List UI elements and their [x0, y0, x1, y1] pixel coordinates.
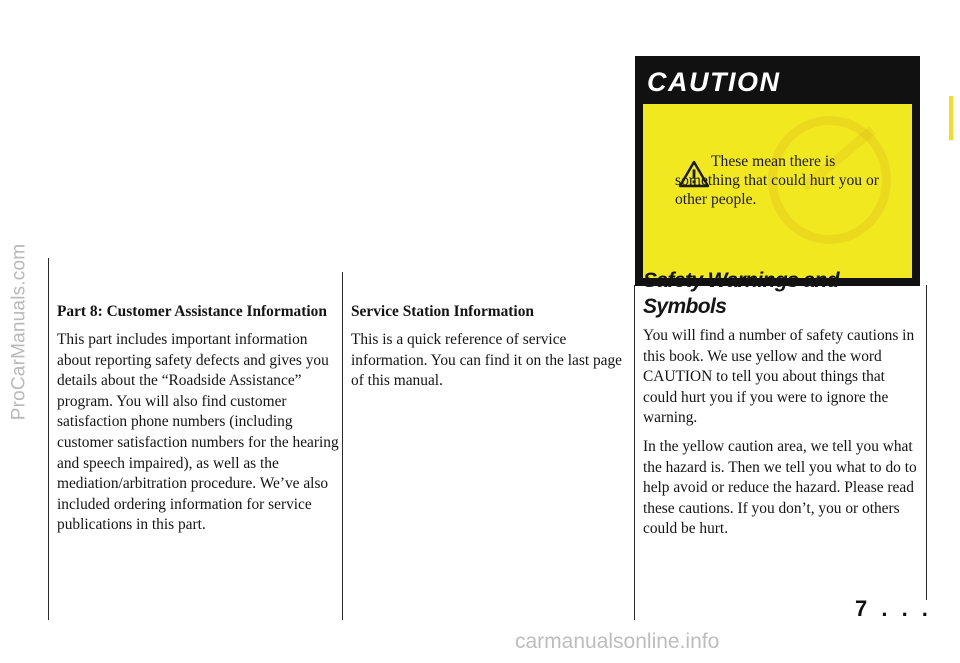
right-column-heading: Safety Warnings and Symbols [643, 269, 839, 318]
left-column [57, 302, 342, 544]
caution-area [643, 104, 912, 278]
right-column-para-2: In the yellow caution area, we tell you what the hazard is. Then we tell you what to do to help avoid or reduce the hazard. Please read these cautions. If you don’t, you or others could be hurt. [643, 437, 917, 538]
side-watermark [6, 0, 32, 663]
side-watermark-text: ProCarManuals.com [8, 243, 30, 420]
caution-title: CAUTION [647, 67, 781, 97]
right-column [643, 268, 921, 548]
page-number: 7 . . . [855, 596, 932, 621]
right-column-para-1: You will find a number of safety cautions in this book. We use yellow and the word CAUTION to tell you about things that could hurt you if you were to ignore the warning. [643, 327, 915, 427]
left-column-body: This part includes important information about reporting safety defects and gives you details about the “Roadside Assistance” program. You will also find customer satisfaction phone numbers (including customer satisfaction numbers for the hearing and speech impaired), as well as the mediation/arbitration procedure. We’ve also included ordering information for service publications in this part. [57, 331, 339, 534]
middle-column [351, 302, 631, 400]
caution-box [635, 56, 920, 286]
yellow-edge-tab [949, 96, 953, 140]
middle-column-heading: Service Station Information [351, 303, 534, 320]
column-rule-middle [342, 272, 343, 620]
bottom-watermark: carmanualsonline.info [515, 630, 720, 653]
caution-text: These mean there is something that could hurt you or other people. [675, 153, 879, 208]
left-column-heading: Part 8: Customer Assistance Information [57, 303, 327, 320]
column-rule-right [634, 285, 635, 620]
column-rule-far-right [926, 285, 927, 600]
column-rule-left [48, 258, 49, 620]
middle-column-body: This is a quick reference of service information. You can find it on the last page of this manual. [351, 331, 623, 390]
